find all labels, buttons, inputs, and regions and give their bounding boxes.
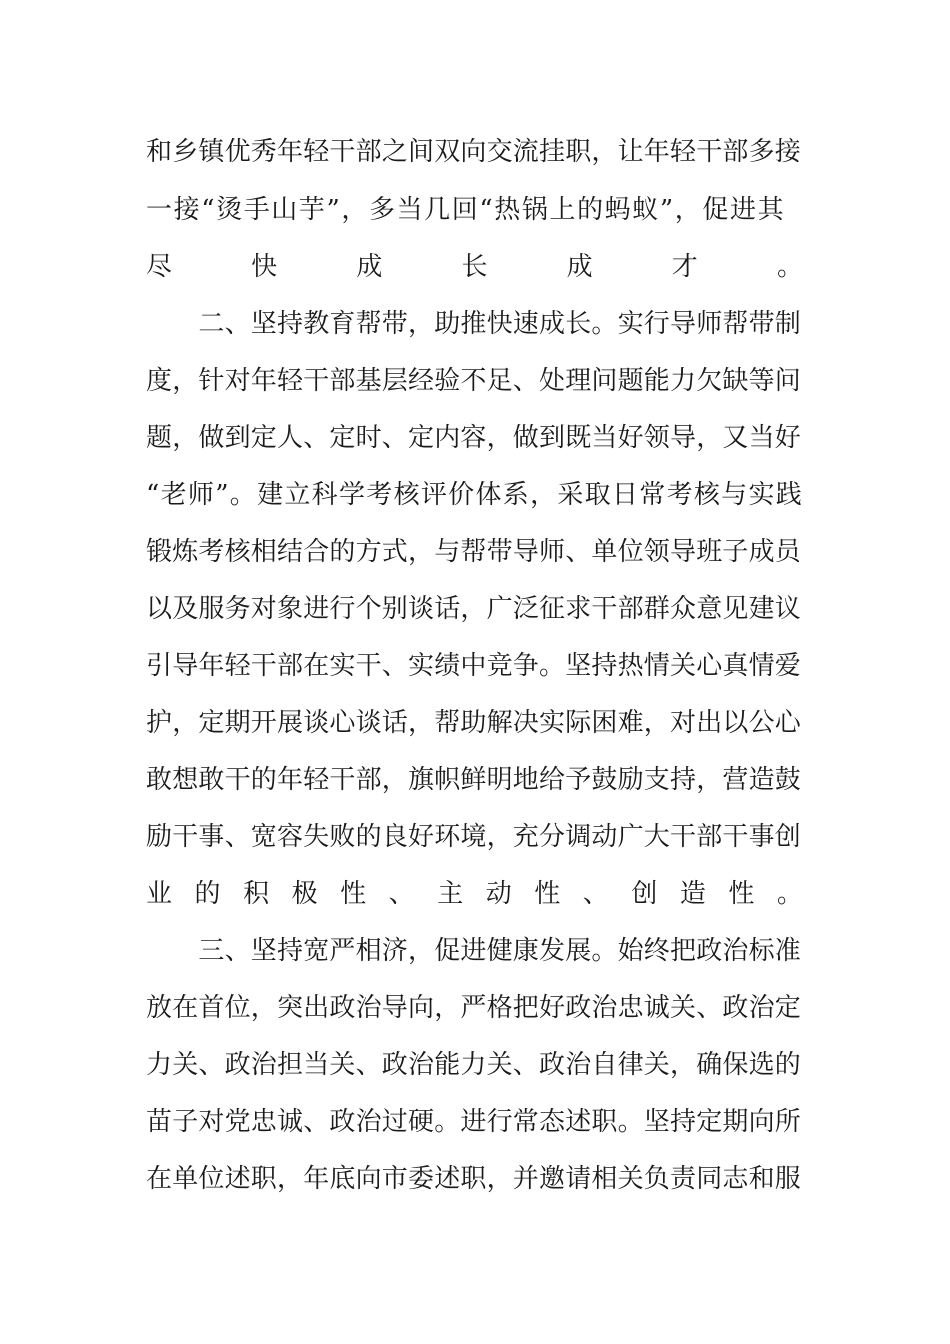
text-line-1: 和乡镇优秀年轻干部之间双向交流挂职，让年轻干部多接 bbox=[146, 137, 802, 167]
text-line-4: 二、坚持教育帮带，助推快速成长。实行导师帮带制 bbox=[146, 309, 802, 339]
text-char: 快 bbox=[251, 252, 278, 282]
text-char: 、 bbox=[582, 879, 609, 909]
text-char: 积 bbox=[243, 879, 270, 909]
text-char: 成 bbox=[356, 252, 383, 282]
text-line-17: 力关、政治担当关、政治能力关、政治自律关，确保选的 bbox=[146, 1050, 802, 1080]
text-line-9: 以及服务对象进行个别谈话，广泛征求干部群众意见建议 bbox=[146, 594, 802, 624]
text-line-12: 敢想敢干的年轻干部，旗帜鲜明地给予鼓励支持，营造鼓 bbox=[146, 765, 802, 795]
text-line-11: 护，定期开展谈心谈话，帮助解决实际困难，对出以公心 bbox=[146, 708, 802, 738]
text-line-18: 苗子对党忠诚、政治过硬。进行常态述职。坚持定期向所 bbox=[146, 1107, 802, 1137]
text-char: 才 bbox=[671, 252, 698, 282]
text-char: 的 bbox=[194, 879, 221, 909]
text-line-10: 引导年轻干部在实干、实绩中竞争。坚持热情关心真情爱 bbox=[146, 651, 802, 681]
text-line-6: 题，做到定人、定时、定内容，做到既当好领导，又当好 bbox=[146, 423, 802, 453]
text-char: 动 bbox=[485, 879, 512, 909]
text-char: 造 bbox=[679, 879, 706, 909]
text-char: 创 bbox=[631, 879, 658, 909]
text-char: 。 bbox=[776, 252, 803, 282]
text-line-7: “老师”。建立科学考核评价体系，采取日常考核与实践 bbox=[146, 480, 803, 510]
text-line-5: 度，针对年轻干部基层经验不足、处理问题能力欠缺等问 bbox=[146, 366, 802, 396]
text-char: 业 bbox=[146, 879, 173, 909]
text-line-8: 锻炼考核相结合的方式，与帮带导师、单位领导班子成员 bbox=[146, 537, 802, 567]
text-line-19: 在单位述职，年底向市委述职，并邀请相关负责同志和服 bbox=[146, 1164, 802, 1194]
text-char: 尽 bbox=[146, 252, 173, 282]
text-char: 成 bbox=[566, 252, 593, 282]
text-char: 。 bbox=[776, 879, 803, 909]
text-char: 性 bbox=[534, 879, 561, 909]
text-char: 主 bbox=[437, 879, 464, 909]
text-line-3 bbox=[146, 247, 803, 287]
text-char: 性 bbox=[728, 879, 755, 909]
text-char: 长 bbox=[461, 252, 488, 282]
text-line-2: 一接“烫手山芋”，多当几回“热锅上的蚂蚁”，促进其 bbox=[146, 195, 786, 225]
text-line-13: 励干事、宽容失败的良好环境，充分调动广大干部干事创 bbox=[146, 822, 802, 852]
text-line-16: 放在首位，突出政治导向，严格把好政治忠诚关、政治定 bbox=[146, 993, 802, 1023]
text-char: 、 bbox=[388, 879, 415, 909]
text-char: 性 bbox=[340, 879, 367, 909]
text-line-15: 三、坚持宽严相济，促进健康发展。始终把政治标准 bbox=[146, 936, 802, 966]
text-char: 极 bbox=[291, 879, 318, 909]
text-line-14 bbox=[146, 874, 803, 914]
